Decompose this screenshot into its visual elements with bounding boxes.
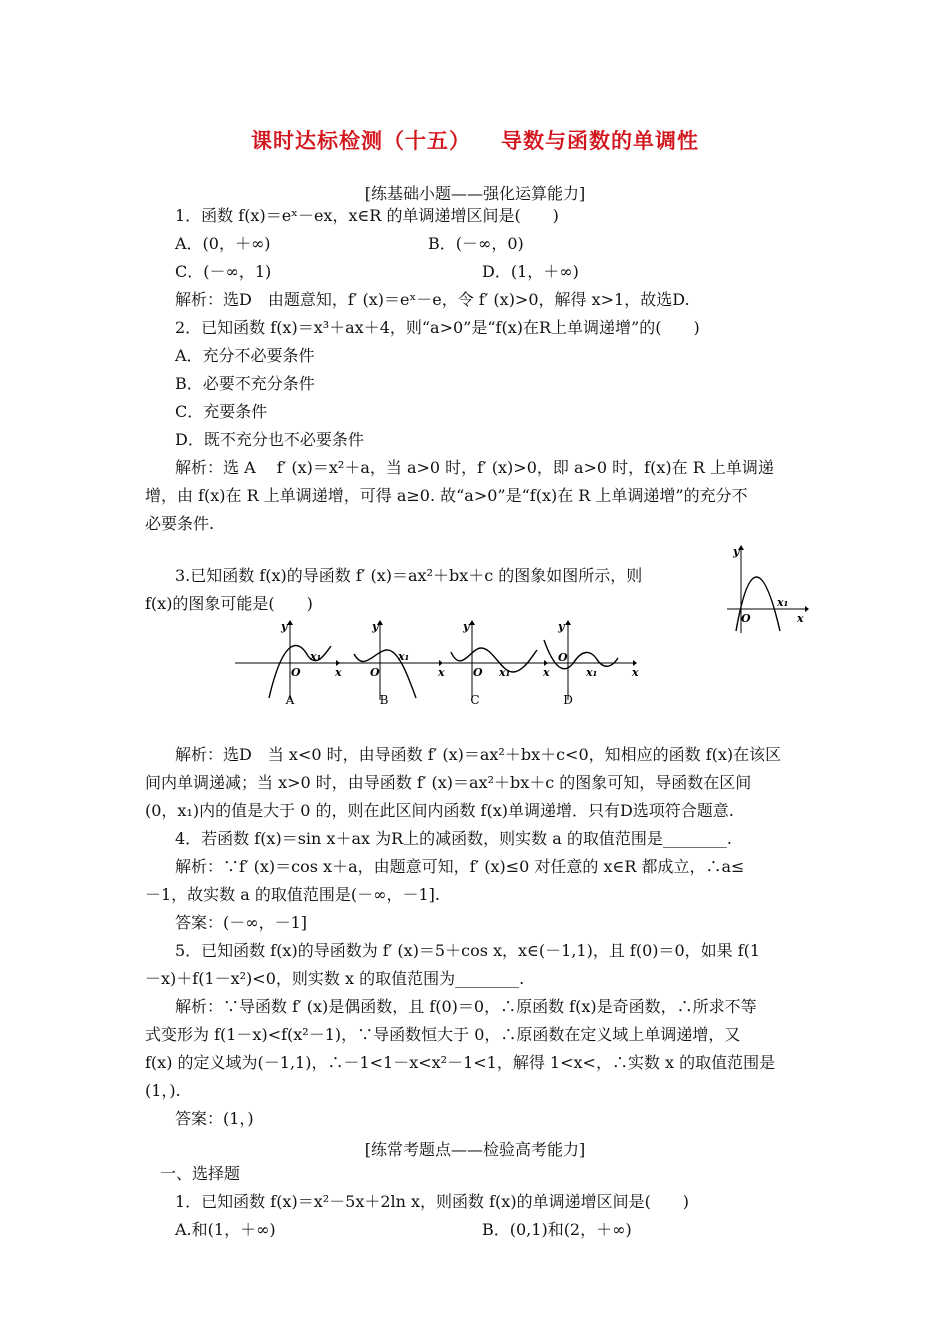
graph-d-x-label: x xyxy=(632,666,639,679)
q5-answer: 答案：(1，) xyxy=(175,1109,254,1128)
q3-solution-line-3: (0，x₁)内的值是大于 0 的，则在此区间内函数 f(x)单调递增．只有D选项符合题意. xyxy=(145,801,734,820)
q2-solution-line-1: 解析：选 A f′ (x)＝x²＋a，当 a>0 时，f′ (x)>0，即 a>0 时，f(x)在 R 上单调递 xyxy=(175,458,774,477)
q1-option-c: C．(－∞，1) xyxy=(175,262,272,281)
part1-q1-option-a: A.和(1，＋∞) xyxy=(175,1220,276,1239)
title-right: 导数与函数的单调性 xyxy=(501,128,699,153)
graph-b-origin-label: O xyxy=(370,666,380,679)
q5-solution-line-3: f(x) 的定义域为(－1,1)，∴－1<1－x<x²－1<1，解得 1<x<，∴实数 x 的取值范围是 xyxy=(145,1053,776,1072)
q1-option-a: A．(0，＋∞) xyxy=(175,234,271,253)
derivative-x-label: x xyxy=(797,612,804,625)
graph-a-x1-label: x₁ xyxy=(310,650,322,663)
derivative-graph xyxy=(725,543,810,635)
part-heading-choice: 一、选择题 xyxy=(160,1164,241,1183)
graph-c-x-label: x xyxy=(543,666,550,679)
graph-b-x1-label: x₁ xyxy=(398,650,410,663)
page-title xyxy=(0,125,950,155)
derivative-y-label: y xyxy=(733,545,740,558)
derivative-origin-label: O xyxy=(741,612,751,625)
graph-c-y-label: y xyxy=(463,620,470,633)
q2-solution-line-3: 必要条件. xyxy=(145,514,215,533)
section-heading-exam: [练常考题点——检验高考能力] xyxy=(364,1140,586,1159)
graph-b-y-label: y xyxy=(372,620,379,633)
q1-solution: 解析：选D 由题意知，f′ (x)＝eˣ－e，令 f′ (x)>0，解得 x>1，故选D. xyxy=(175,290,690,309)
q2-solution-line-2: 增，由 f(x)在 R 上单调递增，可得 a≥0. 故“a>0”是“f(x)在 R 上单调递增”的充分不 xyxy=(145,486,748,505)
q5-solution-line-4: (1，). xyxy=(145,1081,181,1100)
question-4: 4．若函数 f(x)＝sin x＋ax 为R上的减函数，则实数 a 的取值范围是________. xyxy=(175,829,732,848)
q3-solution-line-2: 间内单调递减；当 x>0 时，由导函数 f′ (x)＝ax²＋bx＋c 的图象可知，导函数在区间 xyxy=(145,773,752,792)
graph-c-origin-label: O xyxy=(473,666,483,679)
part1-question-1: 1．已知函数 f(x)＝x²－5x＋2ln x，则函数 f(x)的单调递增区间是( ) xyxy=(175,1192,690,1211)
question-5-line-1: 5．已知函数 f(x)的导函数为 f′ (x)＝5＋cos x，x∈(－1,1)，且 f(0)＝0，如果 f(1 xyxy=(175,941,761,960)
q4-solution-line-2: －1，故实数 a 的取值范围是(－∞，－1]. xyxy=(145,885,440,904)
option-graph-a xyxy=(233,618,343,710)
q1-option-d: D．(1，＋∞) xyxy=(482,262,579,281)
q1-option-b: B．(－∞，0) xyxy=(428,234,524,253)
graph-d-x1-label: x₁ xyxy=(586,666,598,679)
graph-d-y-label: y xyxy=(558,620,565,633)
q5-solution-line-1: 解析：∵导函数 f′ (x)是偶函数，且 f(0)＝0，∴原函数 f(x)是奇函数，∴所求不等 xyxy=(175,997,757,1016)
graph-b-x-label: x xyxy=(438,666,445,679)
graph-c-x1-label: x₁ xyxy=(499,666,511,679)
graph-c-label: C xyxy=(470,693,480,707)
q2-option-a: A．充分不必要条件 xyxy=(175,346,315,365)
question-1: 1．函数 f(x)＝eˣ－ex，x∈R 的单调递增区间是( ) xyxy=(175,206,559,225)
graph-a-label: A xyxy=(285,693,295,707)
question-5-line-2: －x)＋f(1－x²)<0，则实数 x 的取值范围为________. xyxy=(145,969,525,988)
question-3-line-1: 3.已知函数 f(x)的导函数 f′ (x)＝ax²＋bx＋c 的图象如图所示，则 xyxy=(175,566,643,585)
question-2: 2．已知函数 f(x)＝x³＋ax＋4，则“a>0”是“f(x)在R上单调递增”的( ) xyxy=(175,318,700,337)
part1-q1-option-b: B．(0,1)和(2，＋∞) xyxy=(482,1220,632,1239)
graph-a-y-label: y xyxy=(281,620,288,633)
title-left: 课时达标检测（十五） xyxy=(251,128,471,153)
q3-solution-line-1: 解析：选D 当 x<0 时，由导函数 f′ (x)＝ax²＋bx＋c<0，知相应的函数 f(x)在该区 xyxy=(175,745,782,764)
graph-d-label: D xyxy=(563,693,573,707)
q2-option-c: C．充要条件 xyxy=(175,402,268,421)
graph-b-label: B xyxy=(379,693,389,707)
q2-option-b: B．必要不充分条件 xyxy=(175,374,315,393)
q5-solution-line-2: 式变形为 f(1－x)<f(x²－1)，∵导函数恒大于 0，∴原函数在定义域上单调递增，又 xyxy=(145,1025,741,1044)
graph-d-origin-label: O xyxy=(558,651,568,664)
q4-answer: 答案：(－∞，－1] xyxy=(175,913,307,932)
q4-solution-line-1: 解析：∵f′ (x)＝cos x＋a，由题意可知，f′ (x)≤0 对任意的 x∈R 都成立，∴a≤ xyxy=(175,857,745,876)
q2-option-d: D．既不充分也不必要条件 xyxy=(175,430,364,449)
graph-a-x-label: x xyxy=(335,666,342,679)
option-graph-b xyxy=(336,618,446,710)
derivative-x1-label: x₁ xyxy=(777,596,789,609)
question-3-line-2: f(x)的图象可能是( ) xyxy=(145,594,313,613)
graph-a-origin-label: O xyxy=(291,666,301,679)
section-heading-basic: [练基础小题——强化运算能力] xyxy=(364,184,586,203)
option-graph-d xyxy=(530,618,640,710)
